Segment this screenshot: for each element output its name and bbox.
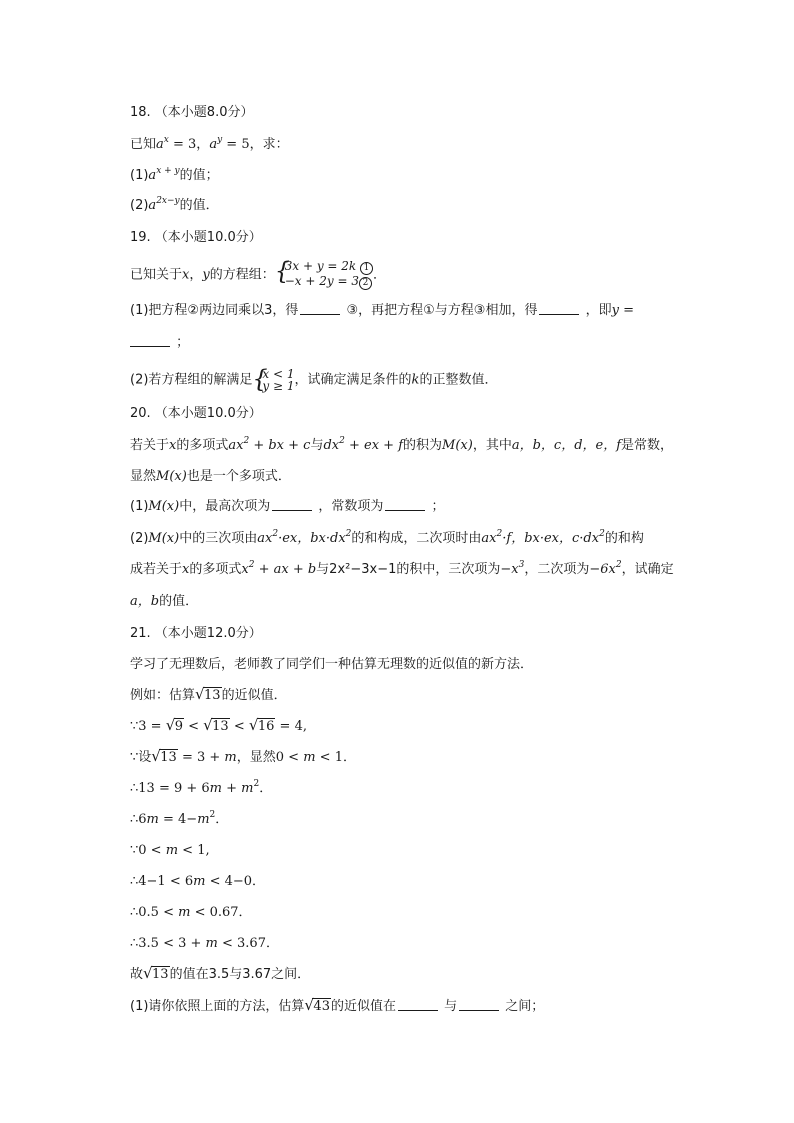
answer-blank[interactable] bbox=[272, 498, 312, 511]
q21-line-1: 学习了无理数后，老师教了同学们一种估算无理数的近似值的新方法． bbox=[130, 657, 534, 672]
q21-line-11: 故 √ 13的值在3.5与3.67之间． bbox=[130, 964, 311, 982]
answer-blank[interactable] bbox=[300, 302, 340, 315]
q18-line-2: $(1)a^{x + y}$的值； bbox=[130, 166, 219, 183]
q20-line-6: a，b的值． bbox=[130, 594, 199, 609]
q18-line-1: 已知$a^x = 3$，$a^y = 5$，求： bbox=[130, 135, 289, 152]
equation-system: { 3x + y = 2k 1 −x + 2y = 3 2 bbox=[275, 260, 373, 290]
q20-line-3: (1)M(x)中，最高次项为 ，常数项为 ； bbox=[130, 499, 445, 514]
q19-line-4: (2)若方程组的解满足 { x < 1 y ≥ 1 ，试确定满足条件的k的正整数值． bbox=[130, 365, 498, 393]
q20-line-1: 若关于x的多项式$ax^2$ + bx + c与$dx^2$ + ex + f的积为M(x)，其中a，b，c，d，e，f是常数， bbox=[130, 436, 674, 453]
q20-line-5: 成若关于x的多项式$x^2$ + ax + b与2x²−3x−1的积中，三次项为$-x^3$，二次项为$-6x^2$，试确定 bbox=[130, 560, 674, 577]
answer-blank[interactable] bbox=[459, 998, 499, 1011]
q20-heading: 20. （本小题10.0分） bbox=[130, 406, 262, 421]
q21-heading: 21. （本小题12.0分） bbox=[130, 626, 262, 641]
answer-blank[interactable] bbox=[539, 302, 579, 315]
q19-line-2: (1)把方程②两边同乘以3，得 ③，再把方程①与方程③相加，得 ，即y = bbox=[130, 303, 634, 318]
q21-line-7: ∵0 < m < 1, bbox=[130, 843, 210, 858]
q21-line-3: ∵3 = √ 9 < √ 13 < √ 16 = 4, bbox=[130, 716, 307, 734]
q20-line-4: (2)M(x)中的三次项由$ax^2\cdot ex$，$bx\cdot dx^2$的和构成，二次项时由$ax^2\cdot f$，bx·ex，$c\cdot dx^2$的和构 bbox=[130, 529, 644, 546]
q20-line-2: 显然M(x)也是一个多项式． bbox=[130, 469, 291, 484]
q21-line-4: ∵设 √ 13 = 3 + m，显然0 < m < 1． bbox=[130, 747, 356, 765]
q18-line-3: $(2)a^{2x-y}$的值． bbox=[130, 196, 219, 213]
q21-line-9: ∴0.5 < m < 0.67． bbox=[130, 905, 252, 920]
q21-line-6: ∴6m = $4-m^2$． bbox=[130, 810, 229, 827]
q21-line-12: (1)请你依照上面的方法，估算 √ 43的近似值在 与 之间； bbox=[130, 996, 545, 1014]
q21-line-10: ∴3.5 < 3 + m < 3.67． bbox=[130, 936, 279, 951]
q21-line-2: 例如：估算 √ 13的近似值． bbox=[130, 685, 287, 703]
q19-line-1: 已知关于x，y的方程组： { 3x + y = 2k 1 −x + 2y = 3 2 ． bbox=[130, 257, 387, 288]
q18-heading: 18. （本小题8.0分） bbox=[130, 105, 254, 120]
answer-blank[interactable] bbox=[398, 998, 438, 1011]
q19-line-3: ； bbox=[130, 334, 189, 352]
answer-blank[interactable] bbox=[385, 498, 425, 511]
answer-blank[interactable] bbox=[130, 334, 170, 347]
q21-line-8: ∴4−1 < 6m < 4−0． bbox=[130, 874, 266, 889]
inequality-system: { x < 1 y ≥ 1 bbox=[252, 365, 295, 393]
q19-heading: 19. （本小题10.0分） bbox=[130, 230, 262, 245]
q21-line-5: ∴13 = $9 + 6m + m^2$． bbox=[130, 779, 273, 796]
